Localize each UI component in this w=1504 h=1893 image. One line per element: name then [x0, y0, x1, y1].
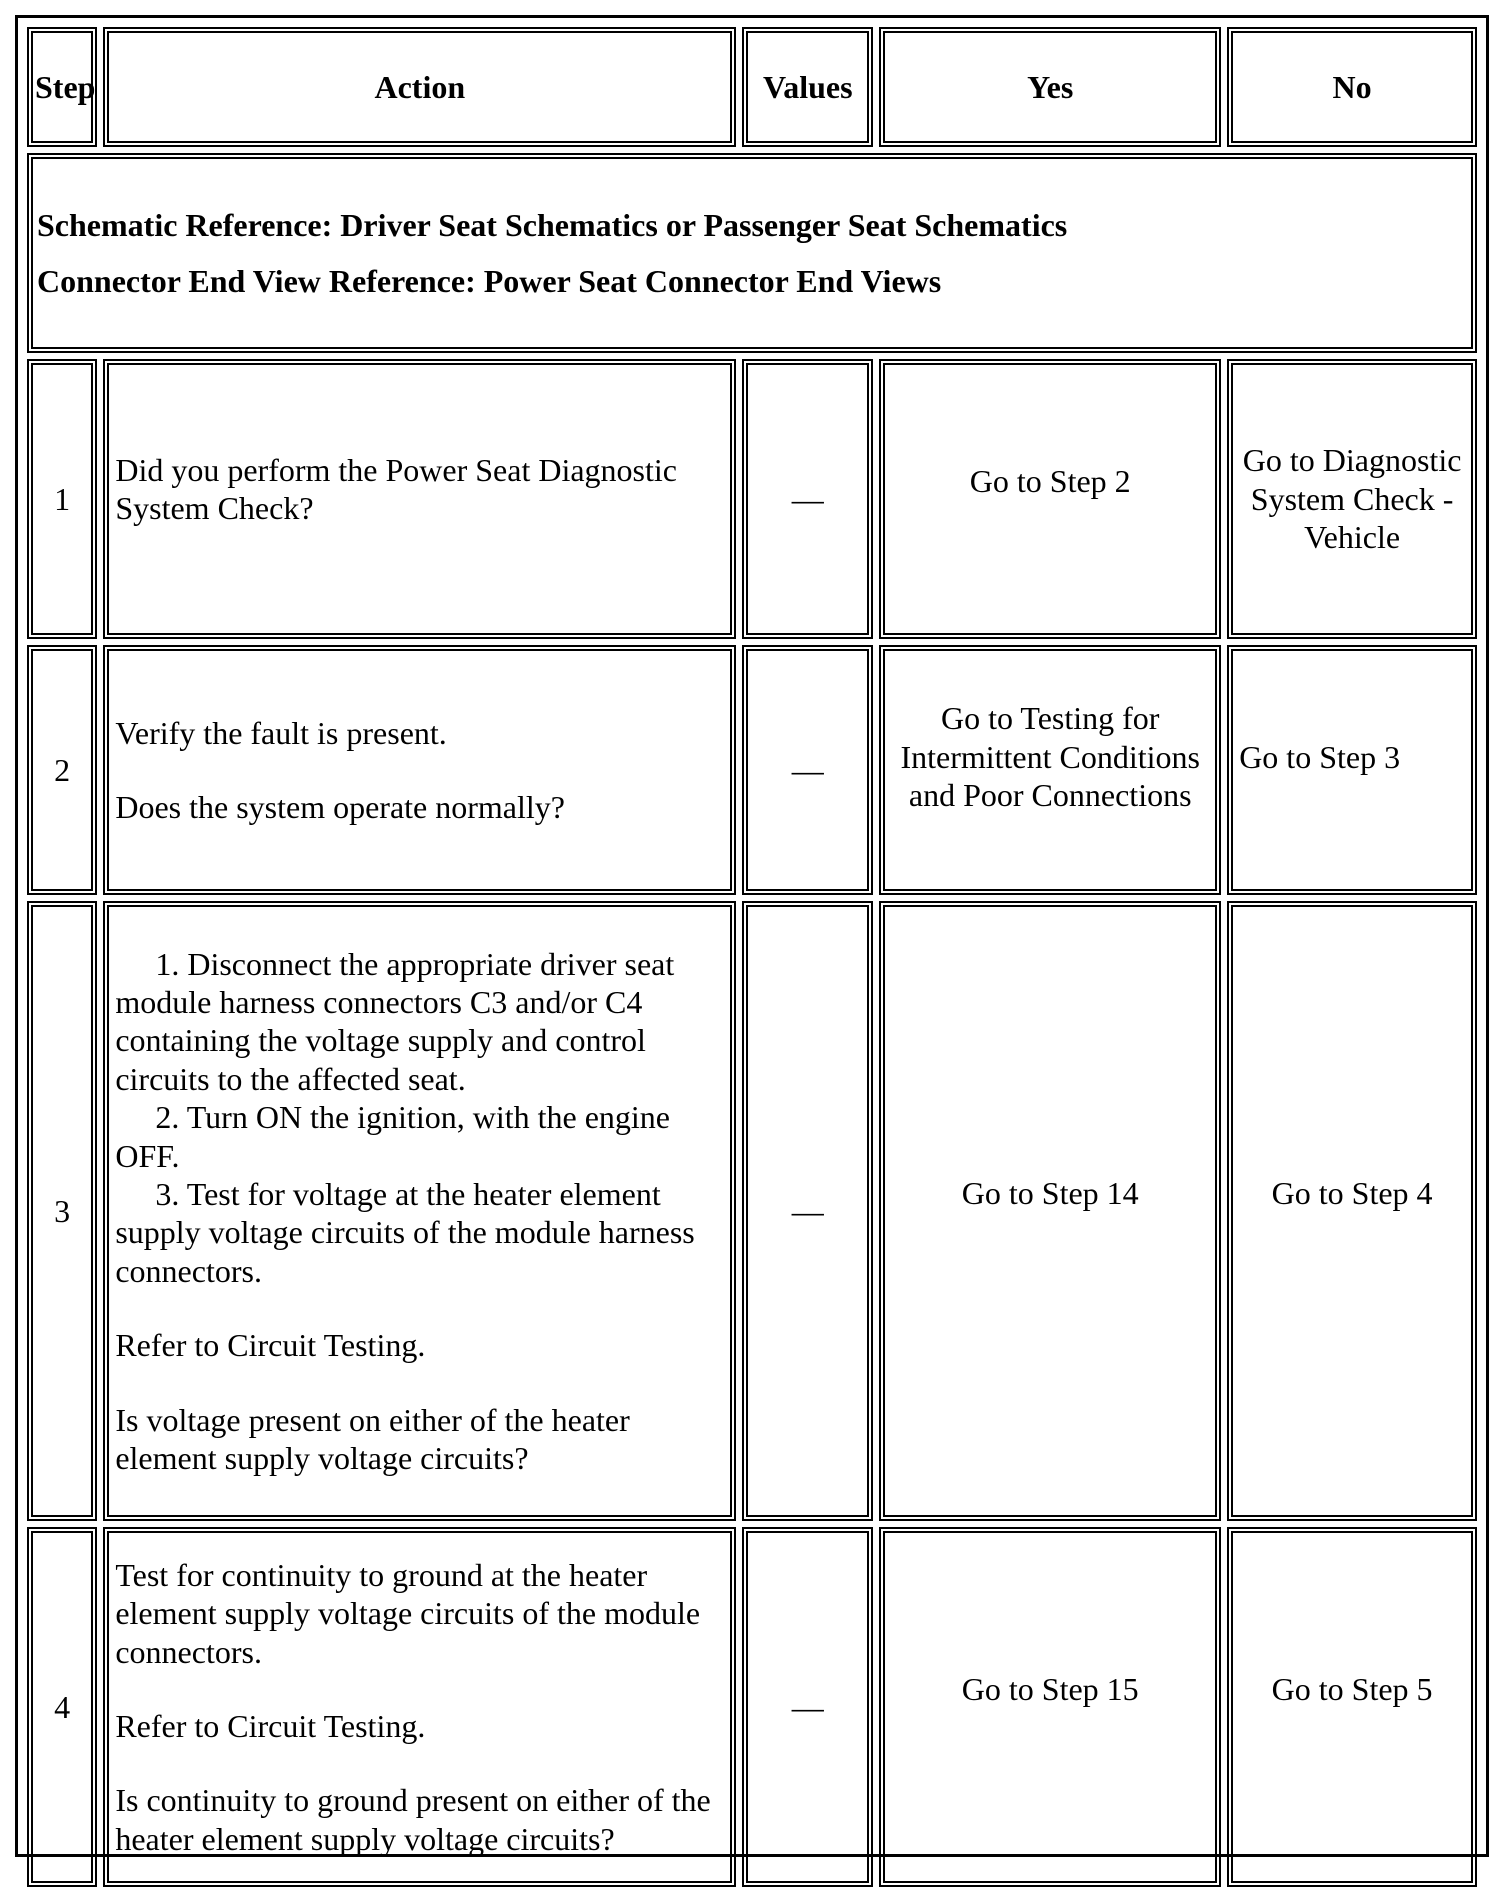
schematic-reference: Schematic Reference: Driver Seat Schematics or Passenger Seat Schematics: [37, 206, 1068, 243]
action-cell: [103, 645, 736, 895]
no-cell: Go to Diagnostic System Check - Vehicle: [1227, 359, 1477, 639]
yes-cell: Go to Step 2: [879, 359, 1221, 639]
reference-cell: [27, 153, 1477, 353]
action-cell: [103, 901, 736, 1521]
yes-cell: Go to Testing for Intermittent Conditions and Poor Connections: [879, 645, 1221, 895]
action-text: Is voltage present on either of the heater element supply voltage circuits?: [115, 1401, 630, 1476]
values-cell: —: [742, 1527, 873, 1887]
values-cell: —: [742, 359, 873, 639]
list-item: 2. Turn ON the ignition, with the engine OFF.: [115, 1099, 670, 1174]
action-text: Did you perform the Power Seat Diagnostic System Check?: [115, 451, 677, 526]
header-no: No: [1227, 27, 1477, 147]
list-item: 1. Disconnect the appropriate driver seat module harness connectors C3 and/or C4 containing the voltage supply and control circuits to the affected seat.: [115, 945, 675, 1097]
action-text: Test for continuity to ground at the heater element supply voltage circuits of the module connectors.: [115, 1556, 701, 1670]
table-row: [27, 1527, 1477, 1887]
action-text: Does the system operate normally?: [115, 789, 565, 825]
values-cell: —: [742, 901, 873, 1521]
header-step: Step: [27, 27, 97, 147]
action-cell: [103, 1527, 736, 1887]
list-item: 3. Test for voltage at the heater element supply voltage circuits of the module harness connectors.: [115, 1176, 695, 1289]
header-action: Action: [103, 27, 736, 147]
header-row: [27, 27, 1477, 147]
header-values: Values: [742, 27, 873, 147]
no-cell: Go to Step 5: [1227, 1527, 1477, 1887]
table-row: [27, 645, 1477, 895]
table-row: [27, 901, 1477, 1521]
header-yes: Yes: [879, 27, 1221, 147]
action-text: Refer to Circuit Testing.: [115, 1327, 426, 1364]
yes-cell: Go to Step 14: [879, 901, 1221, 1521]
step-number: 2: [27, 645, 97, 895]
step-number: 4: [27, 1527, 97, 1887]
diagnostic-table: [21, 21, 1483, 1893]
step-number: 1: [27, 359, 97, 639]
diagnostic-table-frame: [15, 15, 1489, 1857]
action-text: Refer to Circuit Testing.: [115, 1708, 426, 1744]
values-cell: —: [742, 645, 873, 895]
action-steps-list: [115, 945, 724, 1291]
action-text: Is continuity to ground present on either of the heater element supply voltage circuits?: [115, 1782, 711, 1857]
yes-cell: Go to Step 15: [879, 1527, 1221, 1887]
no-cell: Go to Step 3: [1227, 645, 1477, 895]
action-text: Verify the fault is present.: [115, 714, 447, 751]
reference-row: [27, 153, 1477, 353]
action-cell: [103, 359, 736, 639]
step-number: 3: [27, 901, 97, 1521]
table-row: [27, 359, 1477, 639]
connector-reference: Connector End View Reference: Power Seat Connector End Views: [37, 263, 942, 299]
no-cell: Go to Step 4: [1227, 901, 1477, 1521]
